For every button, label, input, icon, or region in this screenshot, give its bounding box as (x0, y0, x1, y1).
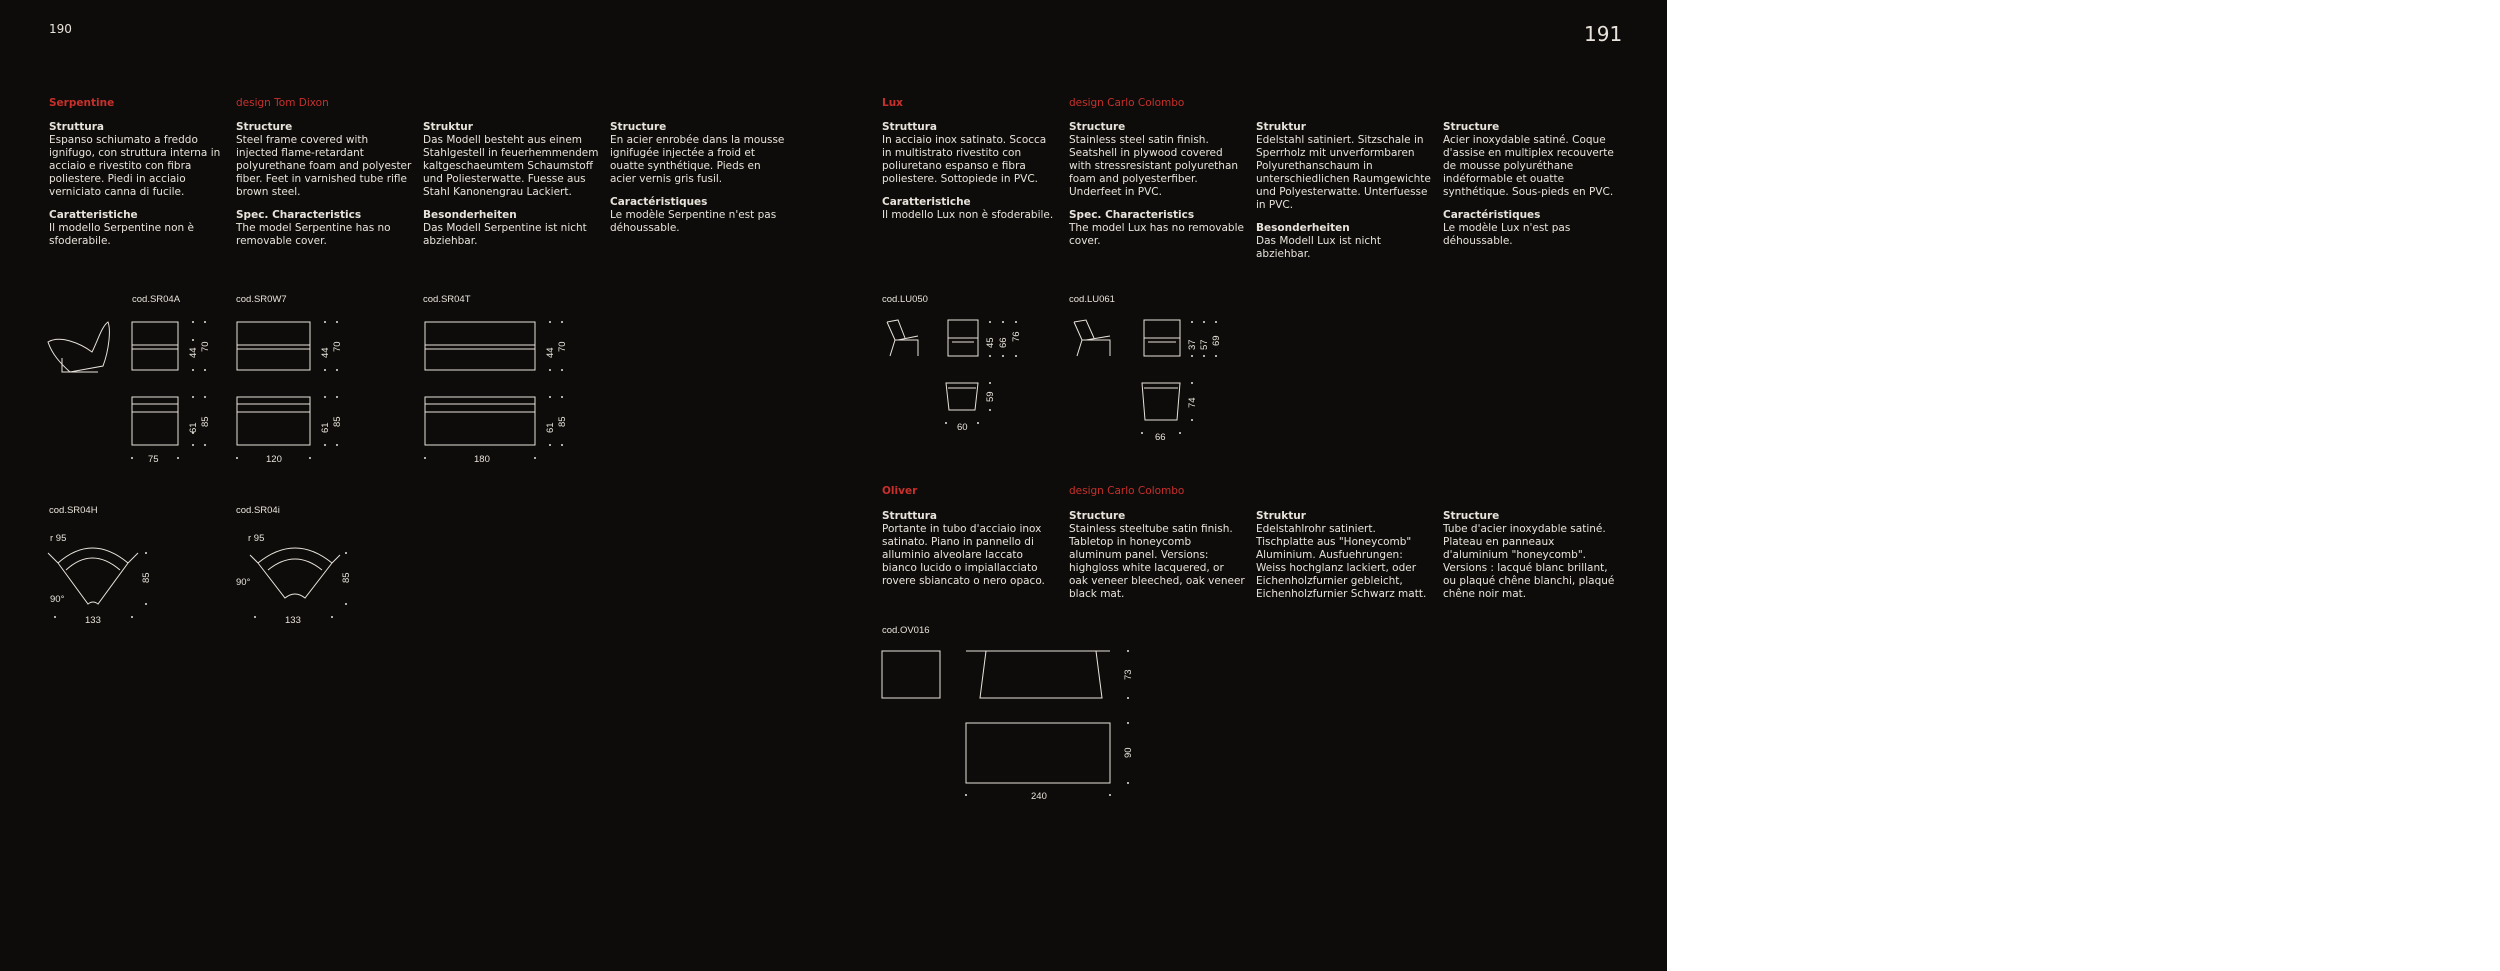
dim-sr0w7-depth-inner: 61 (320, 422, 331, 433)
dim-sr04a-seat-height: 44 (188, 347, 199, 358)
lu061-front-view (1144, 320, 1180, 356)
paragraph: Acier inoxydable satiné. Coque d'assise en multiplex recouverte de mousse polyuréthane indéformable et ouatte synthétique. Sous-pieds en PVC. (1443, 134, 1614, 198)
dim-sr04i-depth: 85 (341, 572, 352, 583)
dim-lu050-width: 60 (957, 422, 968, 433)
heading: Structure (1443, 510, 1500, 522)
dim-ov016-height: 73 (1123, 669, 1134, 680)
paragraph: Espanso schiumato a freddo ignifugo, con struttura interna in acciaio e rivestito con fibra poliestere. Piedi in acciaio verniciato canna di fucile. (49, 134, 221, 198)
paragraph: Das Modell besteht aus einem Stahlgestell in feuerhemmendem kaltgeschaeumtem Schaumstoff und Poliesterwatte. Fuesse aus Stahl Kanonengrau Lackiert. (423, 134, 599, 198)
product-name-oliver: Oliver (882, 485, 918, 497)
heading: Struttura (882, 510, 938, 522)
lu050-dimension-marks (945, 321, 1017, 424)
sr0w7-front-view (237, 322, 310, 370)
heading: Struktur (1256, 510, 1306, 522)
dim-lu050-arm-height: 66 (998, 337, 1009, 348)
dim-sr04a-height: 70 (200, 341, 211, 352)
heading: Structure (1069, 510, 1126, 522)
code-sr04t: cod.SR04T (423, 294, 471, 305)
heading: Struktur (1256, 121, 1306, 133)
code-lu061: cod.LU061 (1069, 294, 1115, 305)
heading: Caratteristiche (49, 209, 138, 221)
dim-sr0w7-seat-height: 44 (320, 347, 331, 358)
dim-sr04t-seat-height: 44 (545, 347, 556, 358)
heading: Struttura (882, 121, 938, 133)
lu050-front-view (948, 320, 978, 356)
heading: Caractéristiques (1443, 209, 1541, 221)
ov016-front-view (966, 651, 1110, 698)
paragraph: Stainless steeltube satin finish. Tabletop in honeycomb aluminum panel. Versions: highgloss white lacquered, or oak veneer bleeched, oak veneer black mat. (1069, 523, 1245, 600)
sr04a-top-view (132, 397, 178, 445)
sr04a-front-view (132, 322, 178, 370)
product-name-serpentine: Serpentine (49, 97, 115, 109)
sr0w7-top-view (237, 397, 310, 445)
dim-sr04t-depth-inner: 61 (545, 422, 556, 433)
heading: Besonderheiten (423, 209, 517, 221)
sr04h-corner-drawing (48, 548, 147, 618)
serpentine-dimension-marks (131, 321, 563, 459)
paragraph: In acciaio inox satinato. Scocca in multistrato rivestito con poliuretano espanso e fibra poliestere. Sottopiede in PVC. (882, 134, 1047, 185)
paragraph: Il modello Lux non è sfoderabile. (882, 209, 1054, 221)
lu061-side-view (1074, 320, 1110, 356)
designer-oliver: design Carlo Colombo (1069, 485, 1185, 497)
lu050-side-view (887, 320, 918, 356)
page-number-right: 191 (1584, 22, 1623, 46)
lu050-top-view (946, 383, 978, 410)
paragraph: Steel frame covered with injected flame-retardant polyurethane foam and polyester fiber. Feet in varnished tube rifle brown steel. (236, 134, 412, 198)
dim-lu061-height: 69 (1211, 335, 1222, 346)
dim-sr04h-radius: r 95 (50, 533, 67, 544)
sr04t-top-view (425, 397, 535, 445)
paragraph: Il modello Serpentine non è sfoderabile. (49, 222, 194, 247)
code-lu050: cod.LU050 (882, 294, 928, 305)
code-sr0w7: cod.SR0W7 (236, 294, 287, 305)
dim-lu061-depth: 74 (1187, 397, 1198, 408)
paragraph: The model Lux has no removable cover. (1069, 222, 1244, 247)
heading: Spec. Characteristics (236, 209, 362, 221)
sr04a-perspective-drawing (48, 322, 109, 372)
dim-lu050-height: 76 (1011, 331, 1022, 342)
paragraph: Edelstahl satiniert. Sitzschale in Sperrholz mit unverformbaren Polyurethanschaum in unterschiedlichen Raumgewichte und Polyesterwatte. Unterfuesse in PVC. (1256, 134, 1431, 211)
code-ov016: cod.OV016 (882, 625, 930, 636)
paragraph: Edelstahlrohr satiniert. Tischplatte aus "Honeycomb" Aluminium. Ausfuehrungen: Weiss hochglanz lackiert, oder Eichenholzfurnier gebleicht, Eichenholzfurnier Schwarz matt. (1256, 523, 1427, 600)
dim-sr04h-width: 133 (85, 615, 101, 626)
heading: Spec. Characteristics (1069, 209, 1195, 221)
designer-serpentine: design Tom Dixon (236, 97, 329, 109)
dim-sr04a-depth-inner: 61 (188, 422, 199, 433)
ov016-side-view (882, 651, 940, 698)
page-number-left: 190 (49, 22, 72, 36)
code-sr04a: cod.SR04A (132, 294, 181, 305)
heading: Caratteristiche (882, 196, 971, 208)
lu061-top-view (1142, 383, 1180, 420)
dim-lu050-depth: 59 (985, 391, 996, 402)
heading: Besonderheiten (1256, 222, 1350, 234)
heading: Structure (1069, 121, 1126, 133)
dim-sr04t-depth: 85 (557, 416, 568, 427)
dim-sr0w7-height: 70 (332, 341, 343, 352)
paragraph: Le modèle Serpentine n'est pas déhoussable. (610, 209, 777, 234)
dim-lu061-seat-height: 37 (1187, 339, 1198, 350)
heading: Caractéristiques (610, 196, 708, 208)
heading: Struktur (423, 121, 473, 133)
paragraph: Das Modell Serpentine ist nicht abziehbar. (423, 222, 587, 247)
designer-lux: design Carlo Colombo (1069, 97, 1185, 109)
dim-sr04i-angle: 90° (236, 577, 251, 588)
dim-lu050-seat-height: 45 (985, 337, 996, 348)
dim-sr04a-width: 75 (148, 454, 159, 465)
product-name-lux: Lux (882, 97, 903, 109)
heading: Structure (1443, 121, 1500, 133)
dim-sr04h-depth: 85 (141, 572, 152, 583)
ov016-top-view (966, 723, 1110, 783)
heading: Structure (236, 121, 293, 133)
dim-sr04t-height: 70 (557, 341, 568, 352)
dim-ov016-depth: 90 (1123, 747, 1134, 758)
dim-sr04i-width: 133 (285, 615, 301, 626)
paragraph: Portante in tubo d'acciaio inox satinato. Piano in pannello di alluminio alveolare laccato bianco lucido o impiallacciato rovere sbiancato o nero opaco. (882, 523, 1045, 587)
paragraph: En acier enrobée dans la mousse ignifugée injectée a froid et ouatte synthétique. Pieds en acier vernis gris fusil. (610, 134, 785, 185)
dim-sr04t-width: 180 (474, 454, 490, 465)
paragraph: The model Serpentine has no removable cover. (236, 222, 391, 247)
sr04i-corner-drawing (250, 548, 347, 618)
paragraph: Le modèle Lux n'est pas déhoussable. (1443, 222, 1571, 247)
dim-sr0w7-depth: 85 (332, 416, 343, 427)
dim-lu061-arm-height: 57 (1199, 339, 1210, 350)
code-sr04i: cod.SR04i (236, 505, 280, 516)
dim-sr04a-depth: 85 (200, 416, 211, 427)
paragraph: Das Modell Lux ist nicht abziehbar. (1256, 235, 1381, 260)
heading: Structure (610, 121, 667, 133)
sr04t-front-view (425, 322, 535, 370)
dim-lu061-width: 66 (1155, 432, 1166, 443)
dim-sr04h-angle: 90° (50, 594, 65, 605)
paragraph: Stainless steel satin finish. Seatshell in plywood covered with stressresistant polyurethan foam and polyesterfiber. Underfeet in PVC. (1069, 134, 1239, 198)
dim-sr04i-radius: r 95 (248, 533, 265, 544)
paragraph: Tube d'acier inoxydable satiné. Plateau en panneaux d'aluminium "honeycomb". Versions : lacqué blanc brillant, ou plaqué chêne blanchi, plaqué chêne noir mat. (1443, 523, 1615, 600)
code-sr04h: cod.SR04H (49, 505, 98, 516)
heading: Struttura (49, 121, 105, 133)
dim-ov016-width: 240 (1031, 791, 1047, 802)
dim-sr0w7-width: 120 (266, 454, 282, 465)
